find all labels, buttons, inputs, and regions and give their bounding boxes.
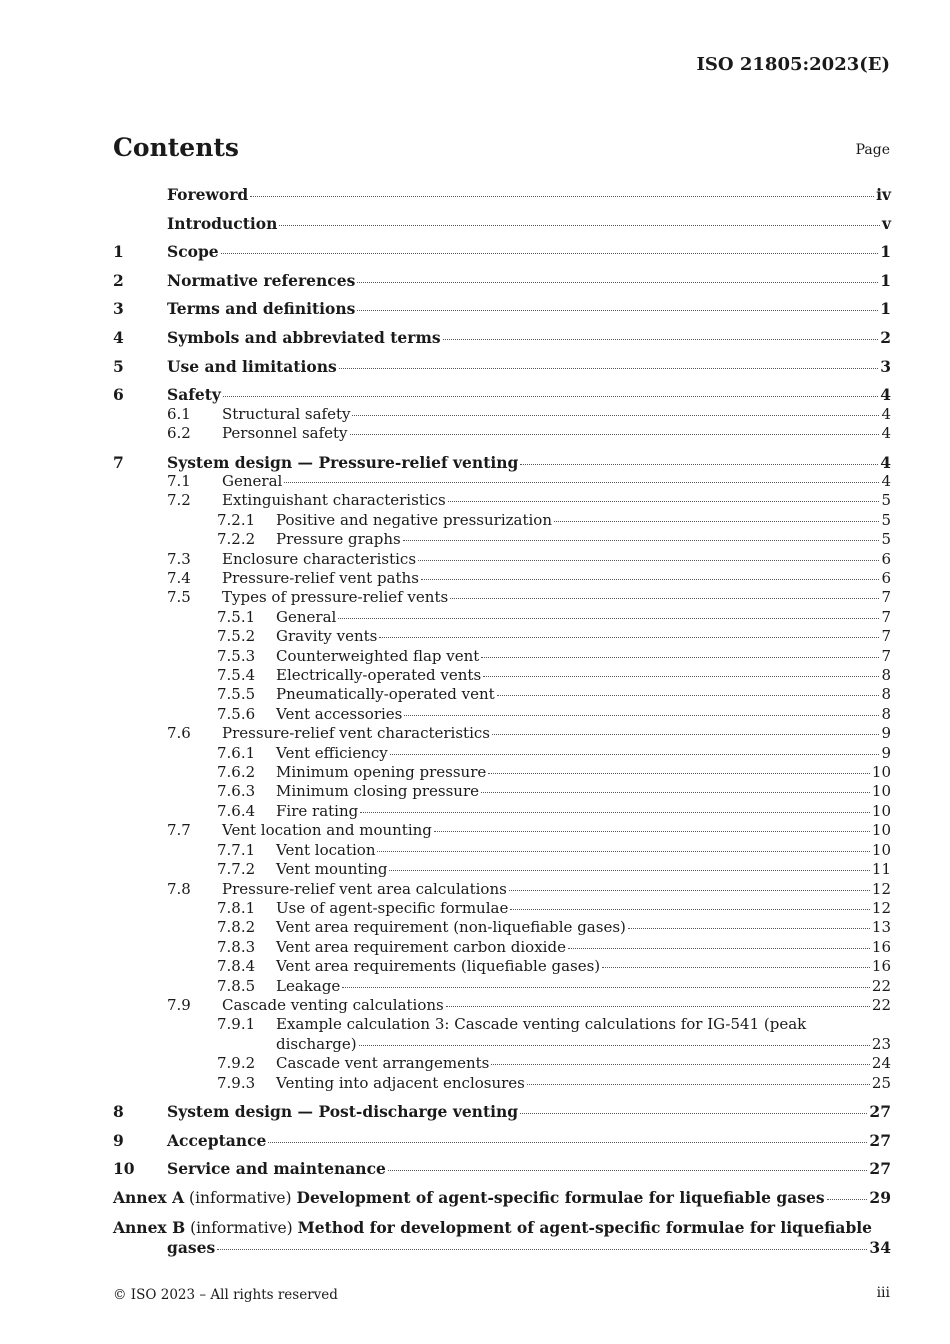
leader-dots: [520, 1112, 867, 1114]
toc-entry-title: Pressure-relief vent area calculations: [222, 879, 507, 898]
toc-entry-page: 5: [881, 530, 891, 549]
toc-entry-page: 7: [881, 627, 891, 646]
toc-entry-title: System design — Pressure-relief venting: [167, 452, 519, 472]
leader-dots: [421, 578, 880, 580]
toc-entry[interactable]: [113, 938, 891, 957]
toc-entry-number: 5: [113, 356, 124, 376]
toc-entry-page: 27: [869, 1130, 891, 1150]
toc-entry[interactable]: [113, 705, 891, 724]
leader-dots: [389, 869, 869, 871]
toc-entry-page: 10: [871, 821, 891, 840]
leader-dots: [488, 772, 870, 774]
toc-entry[interactable]: [113, 491, 891, 510]
toc-entry[interactable]: [113, 899, 891, 918]
toc-entry-title: Pressure-relief vent paths: [222, 569, 419, 587]
toc-entry-number: 7.8.3: [217, 937, 256, 956]
toc-entry-title: Foreword: [167, 185, 249, 204]
toc-entry-title: Vent accessories: [276, 704, 403, 723]
toc-entry-title: General: [276, 607, 337, 626]
toc-entry-page: 7: [881, 607, 891, 626]
leader-dots: [418, 559, 879, 561]
toc-entry-number: 7.5: [167, 588, 191, 607]
leader-dots: [342, 986, 870, 988]
toc-entry-page: 3: [880, 356, 891, 376]
leader-dots: [520, 463, 878, 465]
toc-entry[interactable]: [113, 1054, 891, 1073]
toc-entry[interactable]: [113, 685, 891, 704]
toc-entry-title: Personnel safety: [222, 423, 348, 442]
toc-entry-title: Vent location and mounting: [222, 821, 432, 840]
toc-entry-number: 7: [113, 452, 124, 472]
toc-entry[interactable]: [113, 744, 891, 763]
leader-dots: [377, 850, 869, 852]
toc-entry[interactable]: [113, 802, 891, 821]
leader-dots: [284, 481, 879, 483]
document-id: ISO 21805:2023(E): [696, 54, 890, 75]
toc-entry[interactable]: [113, 918, 891, 937]
toc-entry-number: 4: [113, 327, 124, 347]
toc-entry-number: 7.9.3: [217, 1073, 256, 1092]
toc-entry-page: 5: [881, 510, 891, 529]
toc-entry[interactable]: [113, 841, 891, 860]
leader-dots: [338, 617, 879, 619]
toc-entry-number: 7.8.4: [217, 957, 256, 976]
toc-entry-number: 7.9: [167, 995, 191, 1014]
toc-entry-number: 10: [113, 1159, 135, 1179]
toc-entry-page: 25: [871, 1073, 891, 1092]
toc-entry-page: 2: [880, 327, 891, 347]
toc-entry-page: 1: [880, 242, 891, 262]
leader-dots: [568, 947, 870, 949]
toc-entry-number: 7.1: [167, 471, 191, 490]
toc-entry-page: 8: [881, 704, 891, 723]
toc-entry-title: System design — Post-discharge venting: [167, 1102, 519, 1122]
toc-entry-number: 7.7.1: [217, 840, 256, 859]
toc-entry-page: 4: [881, 423, 891, 442]
toc-entry[interactable]: [113, 385, 891, 404]
leader-dots: [357, 309, 878, 311]
toc-entry[interactable]: [113, 724, 891, 743]
toc-entry-title-continued: discharge): [276, 1034, 357, 1053]
toc-entry[interactable]: [113, 1131, 891, 1150]
leader-dots: [352, 414, 879, 416]
toc-entry-title: Vent efficiency: [276, 743, 388, 762]
toc-entry-title: Vent location: [276, 840, 376, 859]
leader-dots: [491, 1063, 870, 1065]
toc-entry-number: 7.9.1: [217, 1015, 256, 1034]
leader-dots: [443, 338, 879, 340]
table-of-contents: [113, 185, 891, 1257]
leader-dots: [357, 281, 878, 283]
toc-entry-title: General: [222, 471, 283, 490]
toc-entry-page: 4: [880, 385, 891, 405]
leader-dots: [450, 597, 879, 599]
toc-entry[interactable]: [113, 271, 891, 290]
toc-entry[interactable]: [113, 472, 891, 491]
toc-entry-page: 8: [881, 685, 891, 704]
toc-entry[interactable]: [113, 453, 891, 472]
toc-entry-number: 7.6: [167, 724, 191, 743]
leader-dots: [223, 395, 878, 397]
toc-entry-number: 7.2: [167, 491, 191, 510]
toc-entry-title: Cascade vent arrangements: [276, 1054, 490, 1073]
toc-entry-number: 7.2.1: [217, 510, 256, 529]
toc-entry-page: 22: [871, 976, 891, 995]
toc-entry-page: 8: [881, 666, 891, 685]
toc-entry[interactable]: [113, 1015, 891, 1054]
toc-entry-number: 7.8: [167, 879, 191, 898]
toc-entry-page: 4: [880, 452, 891, 472]
toc-entry-number: 8: [113, 1102, 124, 1122]
toc-entry-page: 5: [881, 491, 891, 510]
toc-entry-page: 6: [881, 569, 891, 587]
leader-dots: [268, 1141, 867, 1143]
toc-entry-title: Electrically-operated vents: [276, 666, 482, 685]
toc-entry-number: 7.5.4: [217, 666, 256, 685]
toc-entry-number: 7.6.2: [217, 763, 256, 782]
toc-entry-page: 7: [881, 588, 891, 607]
toc-entry-title: Vent area requirement (non-liquefiable gases): [276, 918, 626, 937]
toc-entry-page: 10: [871, 763, 891, 782]
toc-entry-number: 2: [113, 270, 124, 290]
leader-dots: [359, 1044, 870, 1046]
toc-entry[interactable]: [113, 1159, 891, 1178]
page-number: iii: [876, 1285, 890, 1301]
toc-entry-title: Vent mounting: [276, 860, 388, 879]
toc-entry-title: Minimum closing pressure: [276, 782, 479, 801]
toc-entry-title: Counterweighted flap vent: [276, 646, 480, 665]
toc-entry-title: Enclosure characteristics: [222, 549, 417, 568]
toc-entry-title: Use and limitations: [167, 356, 337, 376]
leader-dots: [434, 830, 870, 832]
toc-entry-number: 7.5.5: [217, 685, 256, 704]
leader-dots: [481, 656, 879, 658]
toc-entry[interactable]: [113, 405, 891, 424]
toc-entry-page: 1: [880, 299, 891, 319]
toc-entry-page: 4: [881, 471, 891, 490]
toc-entry-number: 1: [113, 242, 124, 262]
toc-entry-page: 16: [871, 957, 891, 976]
toc-entry-title: Use of agent-specific formulae: [276, 898, 509, 917]
toc-entry-number: 7.8.2: [217, 918, 256, 937]
toc-entry-number: 7.5.2: [217, 627, 256, 646]
page-column-label: Page: [855, 142, 890, 158]
toc-entry-page: 11: [871, 860, 891, 879]
toc-entry-page: v: [881, 213, 891, 233]
toc-entry-title: Pressure graphs: [276, 530, 401, 549]
toc-entry-number: 6: [113, 385, 124, 405]
leader-dots: [509, 889, 870, 891]
annex-heading: [113, 1188, 825, 1208]
toc-entry-title: Fire rating: [276, 801, 359, 820]
toc-entry[interactable]: [113, 550, 891, 569]
toc-entry[interactable]: [113, 763, 891, 782]
leader-dots: [446, 1005, 870, 1007]
toc-entry-number: 7.8.5: [217, 976, 256, 995]
toc-entry-title: Service and maintenance: [167, 1159, 386, 1179]
toc-entry[interactable]: [113, 957, 891, 976]
copyright-notice: © ISO 2023 – All rights reserved: [113, 1287, 338, 1303]
toc-entry-title: Scope: [167, 242, 219, 262]
toc-entry-title: Structural safety: [222, 404, 351, 423]
toc-entry[interactable]: [113, 1102, 891, 1121]
leader-dots: [279, 224, 880, 226]
toc-entry-page: 9: [881, 724, 891, 743]
toc-entry-page: iv: [876, 185, 891, 204]
toc-entry-page: 6: [881, 549, 891, 568]
toc-entry-page: 22: [871, 995, 891, 1014]
toc-entry-title: Safety: [167, 385, 221, 405]
leader-dots: [404, 714, 879, 716]
leader-dots: [827, 1198, 868, 1200]
toc-entry-page: 24: [871, 1054, 891, 1073]
toc-entry-title: Introduction: [167, 213, 278, 233]
toc-entry-page: 27: [869, 1159, 891, 1179]
leader-dots: [390, 753, 880, 755]
leader-dots: [403, 539, 880, 541]
toc-entry-title: Pneumatically-operated vent: [276, 685, 495, 704]
leader-dots: [360, 811, 870, 813]
toc-entry-number: 7.7.2: [217, 860, 256, 879]
toc-entry-number: 6.2: [167, 423, 191, 442]
toc-entry[interactable]: [113, 821, 891, 840]
toc-entry-title: Positive and negative pressurization: [276, 510, 552, 529]
toc-entry[interactable]: [113, 588, 891, 607]
toc-entry[interactable]: [113, 530, 891, 549]
toc-entry[interactable]: [113, 627, 891, 646]
toc-entry-page: 1: [880, 270, 891, 290]
toc-entry[interactable]: [113, 880, 891, 899]
leader-dots: [492, 733, 879, 735]
annex-wrapped-title: [113, 1218, 891, 1258]
toc-entry-title: Normative references: [167, 270, 356, 290]
toc-entry-title: Symbols and abbreviated terms: [167, 327, 441, 347]
toc-entry[interactable]: [113, 242, 891, 261]
annex-page: 34: [869, 1237, 891, 1257]
toc-entry[interactable]: [113, 860, 891, 879]
toc-entry-page: 10: [871, 801, 891, 820]
toc-entry[interactable]: [113, 782, 891, 801]
toc-entry-page: 4: [881, 404, 891, 423]
toc-entry[interactable]: [113, 1074, 891, 1093]
toc-entry-page: 12: [871, 879, 891, 898]
leader-dots: [379, 636, 879, 638]
annex-label: Annex B: [113, 1217, 186, 1237]
toc-entry[interactable]: [113, 996, 891, 1015]
toc-entry-number: 7.3: [167, 549, 191, 568]
leader-dots: [339, 367, 879, 369]
toc-entry-title: Minimum opening pressure: [276, 763, 487, 782]
toc-entry-title: Vent area requirements (liquefiable gases): [276, 957, 601, 976]
annex-label: Annex A: [113, 1187, 185, 1207]
toc-entry-page: 10: [871, 782, 891, 801]
toc-entry-title: Cascade venting calculations: [222, 995, 444, 1014]
toc-entry-number: 7.6.4: [217, 801, 256, 820]
leader-dots: [527, 1083, 870, 1085]
annex-entry[interactable]: [113, 1188, 891, 1208]
annex-title-line: [113, 1218, 891, 1238]
contents-heading: Contents: [113, 133, 240, 162]
toc-entry-page: 10: [871, 840, 891, 859]
leader-dots: [448, 500, 880, 502]
toc-entry-title: Pressure-relief vent characteristics: [222, 724, 490, 743]
toc-entry-page: 27: [869, 1102, 891, 1122]
toc-entry[interactable]: [113, 569, 891, 588]
toc-entry-title: Example calculation 3: Cascade venting calculations for IG-541 (peak: [276, 1015, 807, 1034]
toc-entry-title-line: [276, 1015, 837, 1034]
toc-entry-number: 7.6.1: [217, 743, 256, 762]
toc-entry-number: 3: [113, 299, 124, 319]
toc-entry-title: Extinguishant characteristics: [222, 491, 446, 510]
leader-dots: [481, 791, 870, 793]
toc-entry-page: 7: [881, 646, 891, 665]
leader-dots: [628, 927, 870, 929]
annex-type: (informative): [190, 1218, 293, 1237]
toc-entry-title: Venting into adjacent enclosures: [276, 1073, 525, 1092]
annex-title: Development of agent-specific formulae for liquefiable gases: [296, 1187, 825, 1207]
annex-type: (informative): [189, 1188, 292, 1207]
toc-entry[interactable]: [113, 666, 891, 685]
toc-entry-page: 12: [871, 898, 891, 917]
toc-entry[interactable]: [113, 185, 891, 204]
toc-entry[interactable]: [113, 424, 891, 443]
toc-entry-title: Terms and definitions: [167, 299, 356, 319]
leader-dots: [350, 433, 880, 435]
toc-entry-number: 7.5.1: [217, 607, 256, 626]
toc-entry-number: 7.6.3: [217, 782, 256, 801]
toc-entry-title: Acceptance: [167, 1130, 267, 1150]
annex-title-continued: gases: [167, 1237, 216, 1257]
toc-entry-title: Gravity vents: [276, 627, 378, 646]
toc-entry-number: 7.2.2: [217, 530, 256, 549]
toc-entry-page: 13: [871, 918, 891, 937]
toc-entry-number: 7.8.1: [217, 898, 256, 917]
toc-entry[interactable]: [113, 511, 891, 530]
leader-dots: [388, 1169, 868, 1171]
annex-page: 29: [869, 1187, 891, 1207]
leader-dots: [554, 520, 879, 522]
toc-entry[interactable]: [113, 328, 891, 347]
leader-dots: [217, 1248, 867, 1250]
leader-dots: [250, 195, 874, 197]
toc-entry-number: 7.7: [167, 821, 191, 840]
toc-entry[interactable]: [113, 357, 891, 376]
toc-entry-title: Types of pressure-relief vents: [222, 588, 449, 607]
toc-entry-number: 7.4: [167, 569, 191, 587]
leader-dots: [221, 252, 879, 254]
toc-entry-title: Vent area requirement carbon dioxide: [276, 937, 566, 956]
toc-entry-number: 6.1: [167, 404, 191, 423]
toc-entry-number: 9: [113, 1130, 124, 1150]
toc-entry-page: 9: [881, 743, 891, 762]
leader-dots: [497, 694, 880, 696]
annex-title-line: [113, 1238, 891, 1257]
toc-entry-wrapped-title: [276, 1015, 891, 1054]
toc-entry[interactable]: [113, 608, 891, 627]
toc-entry-page: 23: [871, 1034, 891, 1053]
leader-dots: [483, 675, 879, 677]
annex-title: Method for development of agent-specific formulae for liquefiable: [297, 1217, 873, 1237]
toc-entry-page: 16: [871, 937, 891, 956]
annex-entry[interactable]: [113, 1218, 891, 1258]
toc-entry-number: 7.5.6: [217, 704, 256, 723]
toc-entry[interactable]: [113, 299, 891, 318]
leader-dots: [602, 966, 870, 968]
toc-entry-title-line: [276, 1035, 891, 1054]
toc-entry[interactable]: [113, 214, 891, 233]
toc-entry-number: 7.5.3: [217, 646, 256, 665]
leader-dots: [510, 908, 870, 910]
toc-entry-number: 7.9.2: [217, 1054, 256, 1073]
toc-entry-title: Leakage: [276, 976, 341, 995]
toc-entry[interactable]: [113, 977, 891, 996]
toc-entry[interactable]: [113, 647, 891, 666]
